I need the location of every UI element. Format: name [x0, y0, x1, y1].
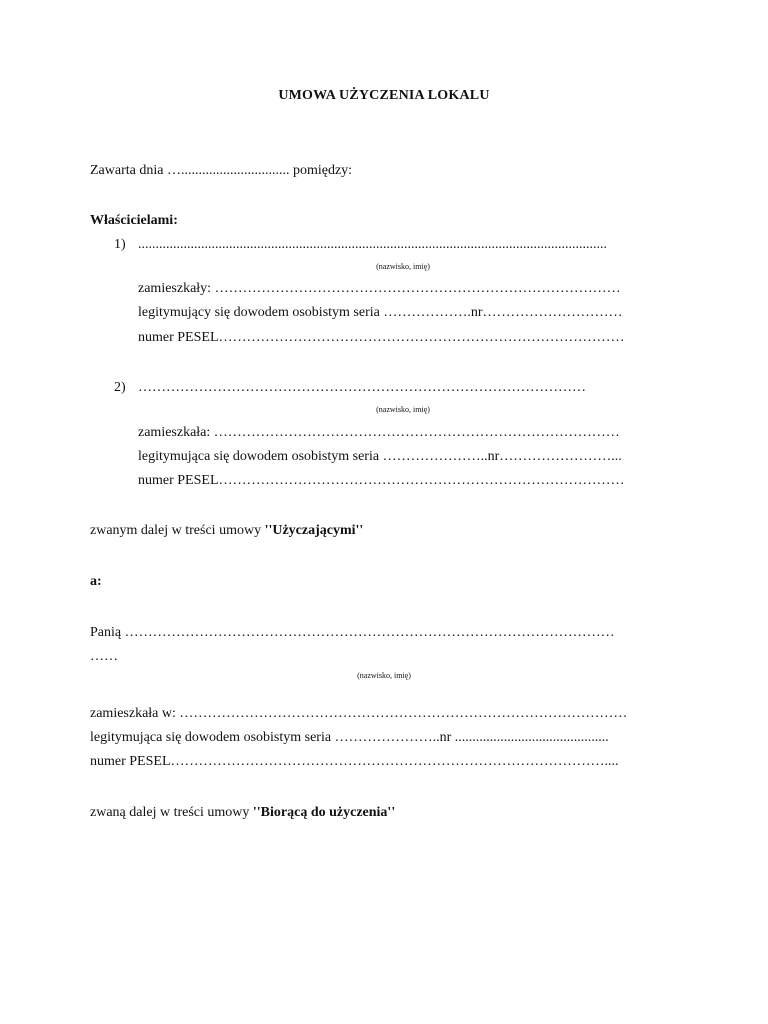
owner-1-series-blank: ………………. — [383, 305, 471, 320]
owner-1-number: 1) — [114, 237, 126, 252]
borrower-address-label: zamieszkała w: — [90, 706, 176, 721]
intro-line — [90, 162, 352, 180]
owner-2-address-blank: …………………………………………………………………………… — [213, 425, 620, 440]
owner-1-address-line — [138, 280, 678, 298]
date-blank: …............................... — [166, 163, 290, 178]
owner-2-pesel-line — [138, 472, 678, 490]
owner-1-address-blank: …………………………………………………………………………… — [214, 281, 621, 296]
owner-1-pesel-label: numer PESEL — [138, 330, 219, 345]
owners-alias-line — [90, 522, 363, 540]
owner-1-id-label: legitymujący się dowodem osobistym seria — [138, 305, 380, 320]
owner-1-name-blank: ...................................................................................................................................... — [138, 237, 607, 252]
owner-2-nr-blank: ……………………... — [499, 449, 622, 464]
document-title: UMOWA UŻYCZENIA LOKALU — [278, 88, 490, 103]
borrower-id-line — [90, 729, 678, 747]
owner-1-name-caption: (nazwisko, imię) — [376, 262, 430, 271]
borrower-name-label: Panią — [90, 625, 122, 640]
borrower-pesel-line — [90, 753, 678, 771]
borrower-alias-term: ''Biorącą do użyczenia'' — [252, 805, 396, 820]
borrower-address-line — [90, 705, 678, 723]
owner-2-pesel-label: numer PESEL — [138, 473, 219, 488]
owner-2-nr-label: nr — [487, 449, 500, 464]
and-label: a: — [90, 574, 102, 589]
borrower-name-caption: (nazwisko, imię) — [357, 671, 411, 680]
borrower-id-label: legitymująca się dowodem osobistym seria — [90, 730, 332, 745]
owners-alias-prefix: zwanym dalej w treści umowy — [90, 523, 262, 538]
borrower-pesel-label: numer PESEL — [90, 754, 171, 769]
owner-2-number: 2) — [114, 380, 126, 395]
owner-2-address-line — [138, 424, 678, 442]
owner-1-pesel-line — [138, 329, 678, 347]
owner-2-address-label: zamieszkała: — [138, 425, 211, 440]
owner-2-name-caption: (nazwisko, imię) — [376, 405, 430, 414]
owner-2-pesel-blank: …………………………………………………………………………… — [218, 473, 625, 488]
borrower-address-blank: …………………………………………………………………………………… — [179, 706, 628, 721]
borrower-name-blank-cont: …… — [90, 649, 118, 664]
borrower-pesel-blank: ………………………………………………………………………………….... — [170, 754, 619, 769]
owner-1-nr-blank: ………………………… — [482, 305, 623, 320]
owners-alias-term: ''Użyczającymi'' — [264, 523, 364, 538]
owner-1-nr-label: nr — [470, 305, 483, 320]
owner-2-id-label: legitymująca się dowodem osobistym seria — [138, 449, 380, 464]
borrower-nr-label: nr — [439, 730, 452, 745]
owner-1-address-label: zamieszkały: — [138, 281, 212, 296]
borrower-name-line — [90, 624, 678, 642]
owner-2-series-blank: ………………….. — [382, 449, 488, 464]
intro-suffix: pomiędzy: — [292, 163, 353, 178]
borrower-alias-prefix: zwaną dalej w treści umowy — [90, 805, 250, 820]
borrower-nr-blank: ............................................ — [454, 730, 609, 745]
owner-2-id-line — [138, 448, 678, 466]
owner-1-id-line — [138, 304, 678, 322]
owners-heading: Właścicielami: — [90, 213, 178, 228]
borrower-alias-line — [90, 804, 395, 822]
borrower-name-blank: …………………………………………………………………………………………… — [124, 625, 615, 640]
borrower-series-blank: ………………….. — [334, 730, 440, 745]
intro-prefix: Zawarta dnia — [90, 163, 164, 178]
owner-1-pesel-blank: …………………………………………………………………………… — [218, 330, 625, 345]
owner-2-name-blank: …………………………………………………………………………………… — [138, 380, 586, 395]
